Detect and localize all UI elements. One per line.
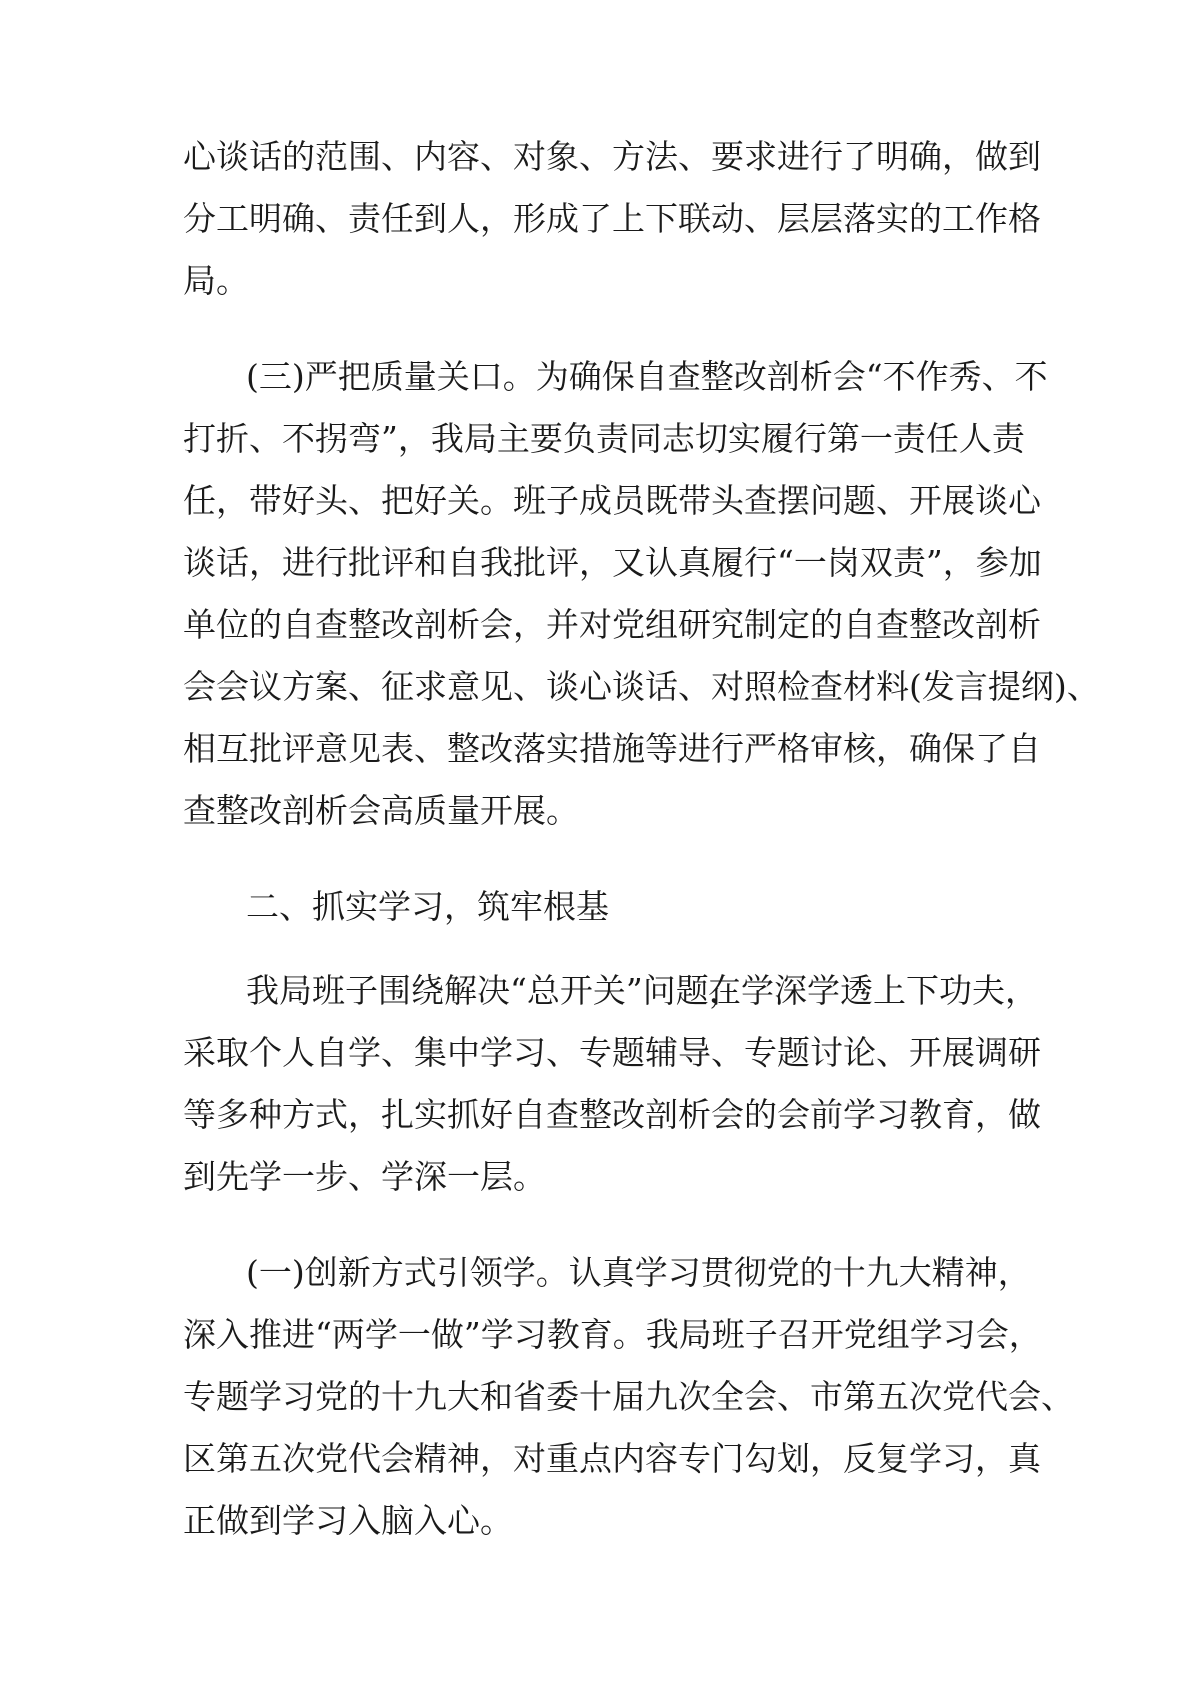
paragraph-1-line-2: 分工明确、责任到人，形成了上下联动、层层落实的工作格 — [183, 199, 1041, 238]
paragraph-2-line-7: 相互批评意见表、整改落实措施等进行严格审核，确保了自 — [183, 729, 1041, 768]
paragraph-4-line-2: 深入推进“两学一做”学习教育。我局班子召开党组学习会， — [183, 1315, 1042, 1354]
paragraph-3-line-1-part-a: 我局班子围绕解决“总开关”问题， — [246, 971, 742, 1010]
paragraph-2-line-4: 谈话，进行批评和自我批评，又认真履行“一岗双责”，参加 — [183, 543, 1042, 582]
paragraph-4-line-5: 正做到学习入脑入心。 — [183, 1501, 513, 1540]
paragraph-4-line-4: 区第五次党代会精神，对重点内容专门勾划，反复学习，真 — [183, 1439, 1041, 1478]
paragraph-4-line-1: (一)创新方式引领学。认真学习贯彻党的十九大精神， — [246, 1253, 1031, 1292]
paragraph-2-line-6: 会会议方案、征求意见、谈心谈话、对照检查材料(发言提纲)、 — [183, 667, 1100, 706]
paragraph-1-line-1: 心谈话的范围、内容、对象、方法、要求进行了明确，做到 — [183, 137, 1041, 176]
paragraph-2-line-1: (三)严把质量关口。为确保自查整改剖析会“不作秀、不 — [246, 357, 1048, 396]
section-heading: 二、抓实学习，筑牢根基 — [246, 887, 609, 926]
paragraph-2-line-8: 查整改剖析会高质量开展。 — [183, 791, 579, 830]
paragraph-2-line-5: 单位的自查整改剖析会，并对党组研究制定的自查整改剖析 — [183, 605, 1041, 644]
paragraph-3-line-4: 到先学一步、学深一层。 — [183, 1157, 546, 1196]
paragraph-1-line-3: 局。 — [183, 261, 249, 300]
paragraph-2-line-3: 任，带好头、把好关。班子成员既带头查摆问题、开展谈心 — [183, 481, 1041, 520]
paragraph-3-line-3: 等多种方式，扎实抓好自查整改剖析会的会前学习教育，做 — [183, 1095, 1041, 1134]
paragraph-3-line-2: 采取个人自学、集中学习、专题辅导、专题讨论、开展调研 — [183, 1033, 1041, 1072]
paragraph-3-line-1-part-b: 在学深学透上下功夫， — [708, 971, 1038, 1010]
paragraph-3-line-1 — [246, 971, 1046, 1011]
paragraph-2-line-2: 打折、不拐弯”，我局主要负责同志切实履行第一责任人责 — [183, 419, 1025, 458]
paragraph-4-line-3: 专题学习党的十九大和省委十届九次全会、市第五次党代会、 — [183, 1377, 1074, 1416]
